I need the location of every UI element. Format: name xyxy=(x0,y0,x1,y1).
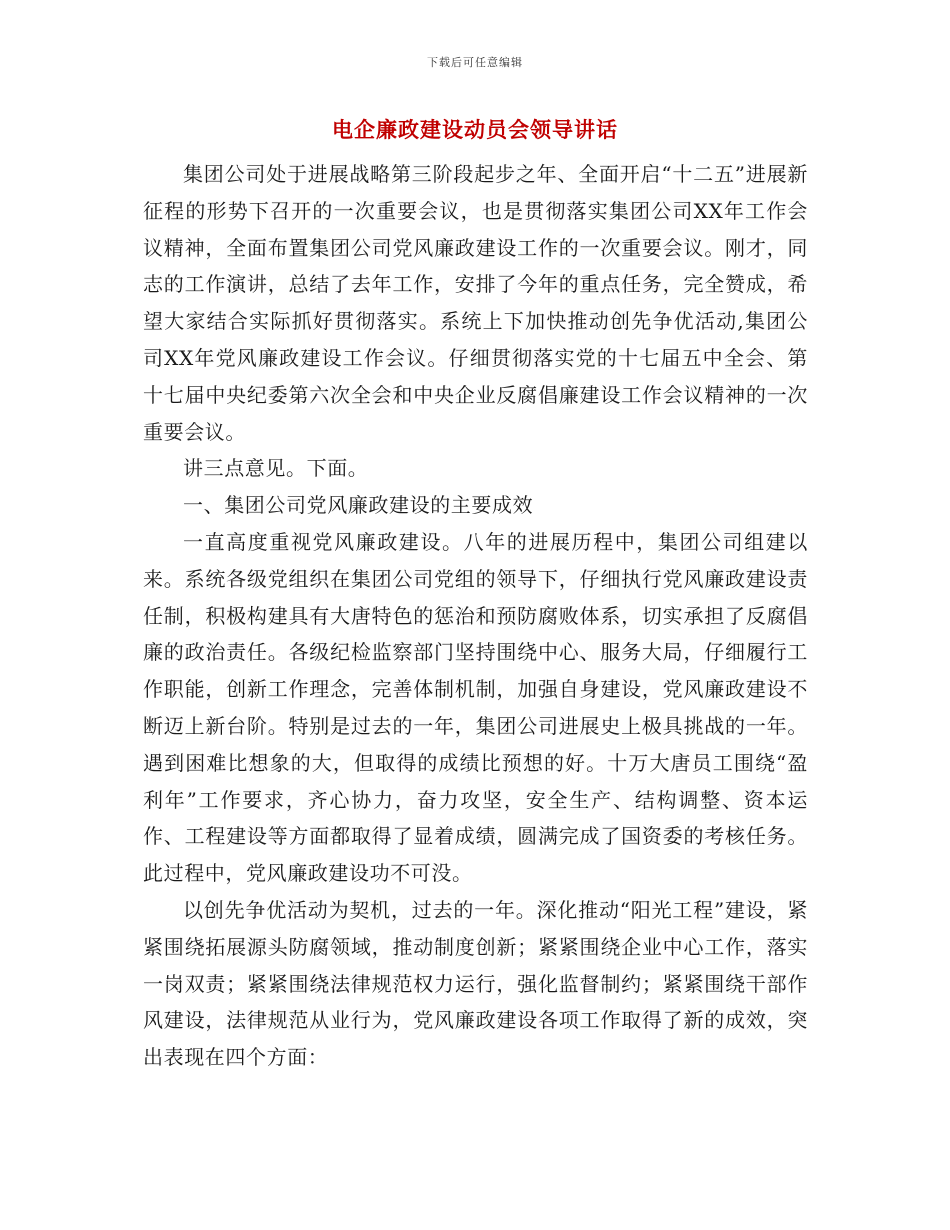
document-title: 电企廉政建设动员会领导讲话 xyxy=(332,117,618,142)
header-note: 下载后可任意编辑 xyxy=(427,56,523,69)
paragraph-achievements: 一直高度重视党风廉政建设。八年的进展历程中，集团公司组建以来。系统各级党组织在集团公司党组的领导下，仔细执行党风廉政建设责任制，积极构建具有大唐特色的惩治和预防腐败体系，切实承担了反腐倡廉的政治责任。各级纪检监察部门坚持围绕中心、服务大局，仔细履行工作职能，创新工作理念，完善体制机制，加强自身建设，党风廉政建设不断迈上新台阶。特别是过去的一年，集团公司进展史上极具挑战的一年。遇到困难比想象的大，但取得的成绩比预想的好。十万大唐员工围绕“盈利年”工作要求，齐心协力，奋力攻坚，安全生产、结构调整、资本运作、工程建设等方面都取得了显着成绩，圆满完成了国资委的考核任务。此过程中，党风廉政建设功不可没。 xyxy=(143,529,808,886)
document-body xyxy=(143,156,808,1076)
paragraph-intro: 集团公司处于进展战略第三阶段起步之年、全面开启“十二五”进展新征程的形势下召开的一次重要会议，也是贯彻落实集团公司XX年工作会议精神，全面布置集团公司党风廉政建设工作的一次重要会议。刚才，同志的工作演讲，总结了去年工作，安排了今年的重点任务，完全赞成，希望大家结合实际抓好贯彻落实。系统上下加快推动创先争优活动,集团公司XX年党风廉政建设工作会议。仔细贯彻落实党的十七届五中全会、第十七届中央纪委第六次全会和中央企业反腐倡廉建设工作会议精神的一次重要会议。 xyxy=(143,162,808,444)
section-heading-1: 一、集团公司党风廉政建设的主要成效 xyxy=(183,493,534,518)
paragraph-three-points: 讲三点意见。下面。 xyxy=(183,456,369,481)
paragraph-activities: 以创先争优活动为契机，过去的一年。深化推动“阳光工程”建设，紧紧围绕拓展源头防腐领域，推动制度创新；紧紧围绕企业中心工作，落实一岗双责；紧紧围绕法律规范权力运行，强化监督制约；紧紧围绕干部作风建设，法律规范从业行为，党风廉政建设各项工作取得了新的成效，突出表现在四个方面： xyxy=(143,897,808,1070)
